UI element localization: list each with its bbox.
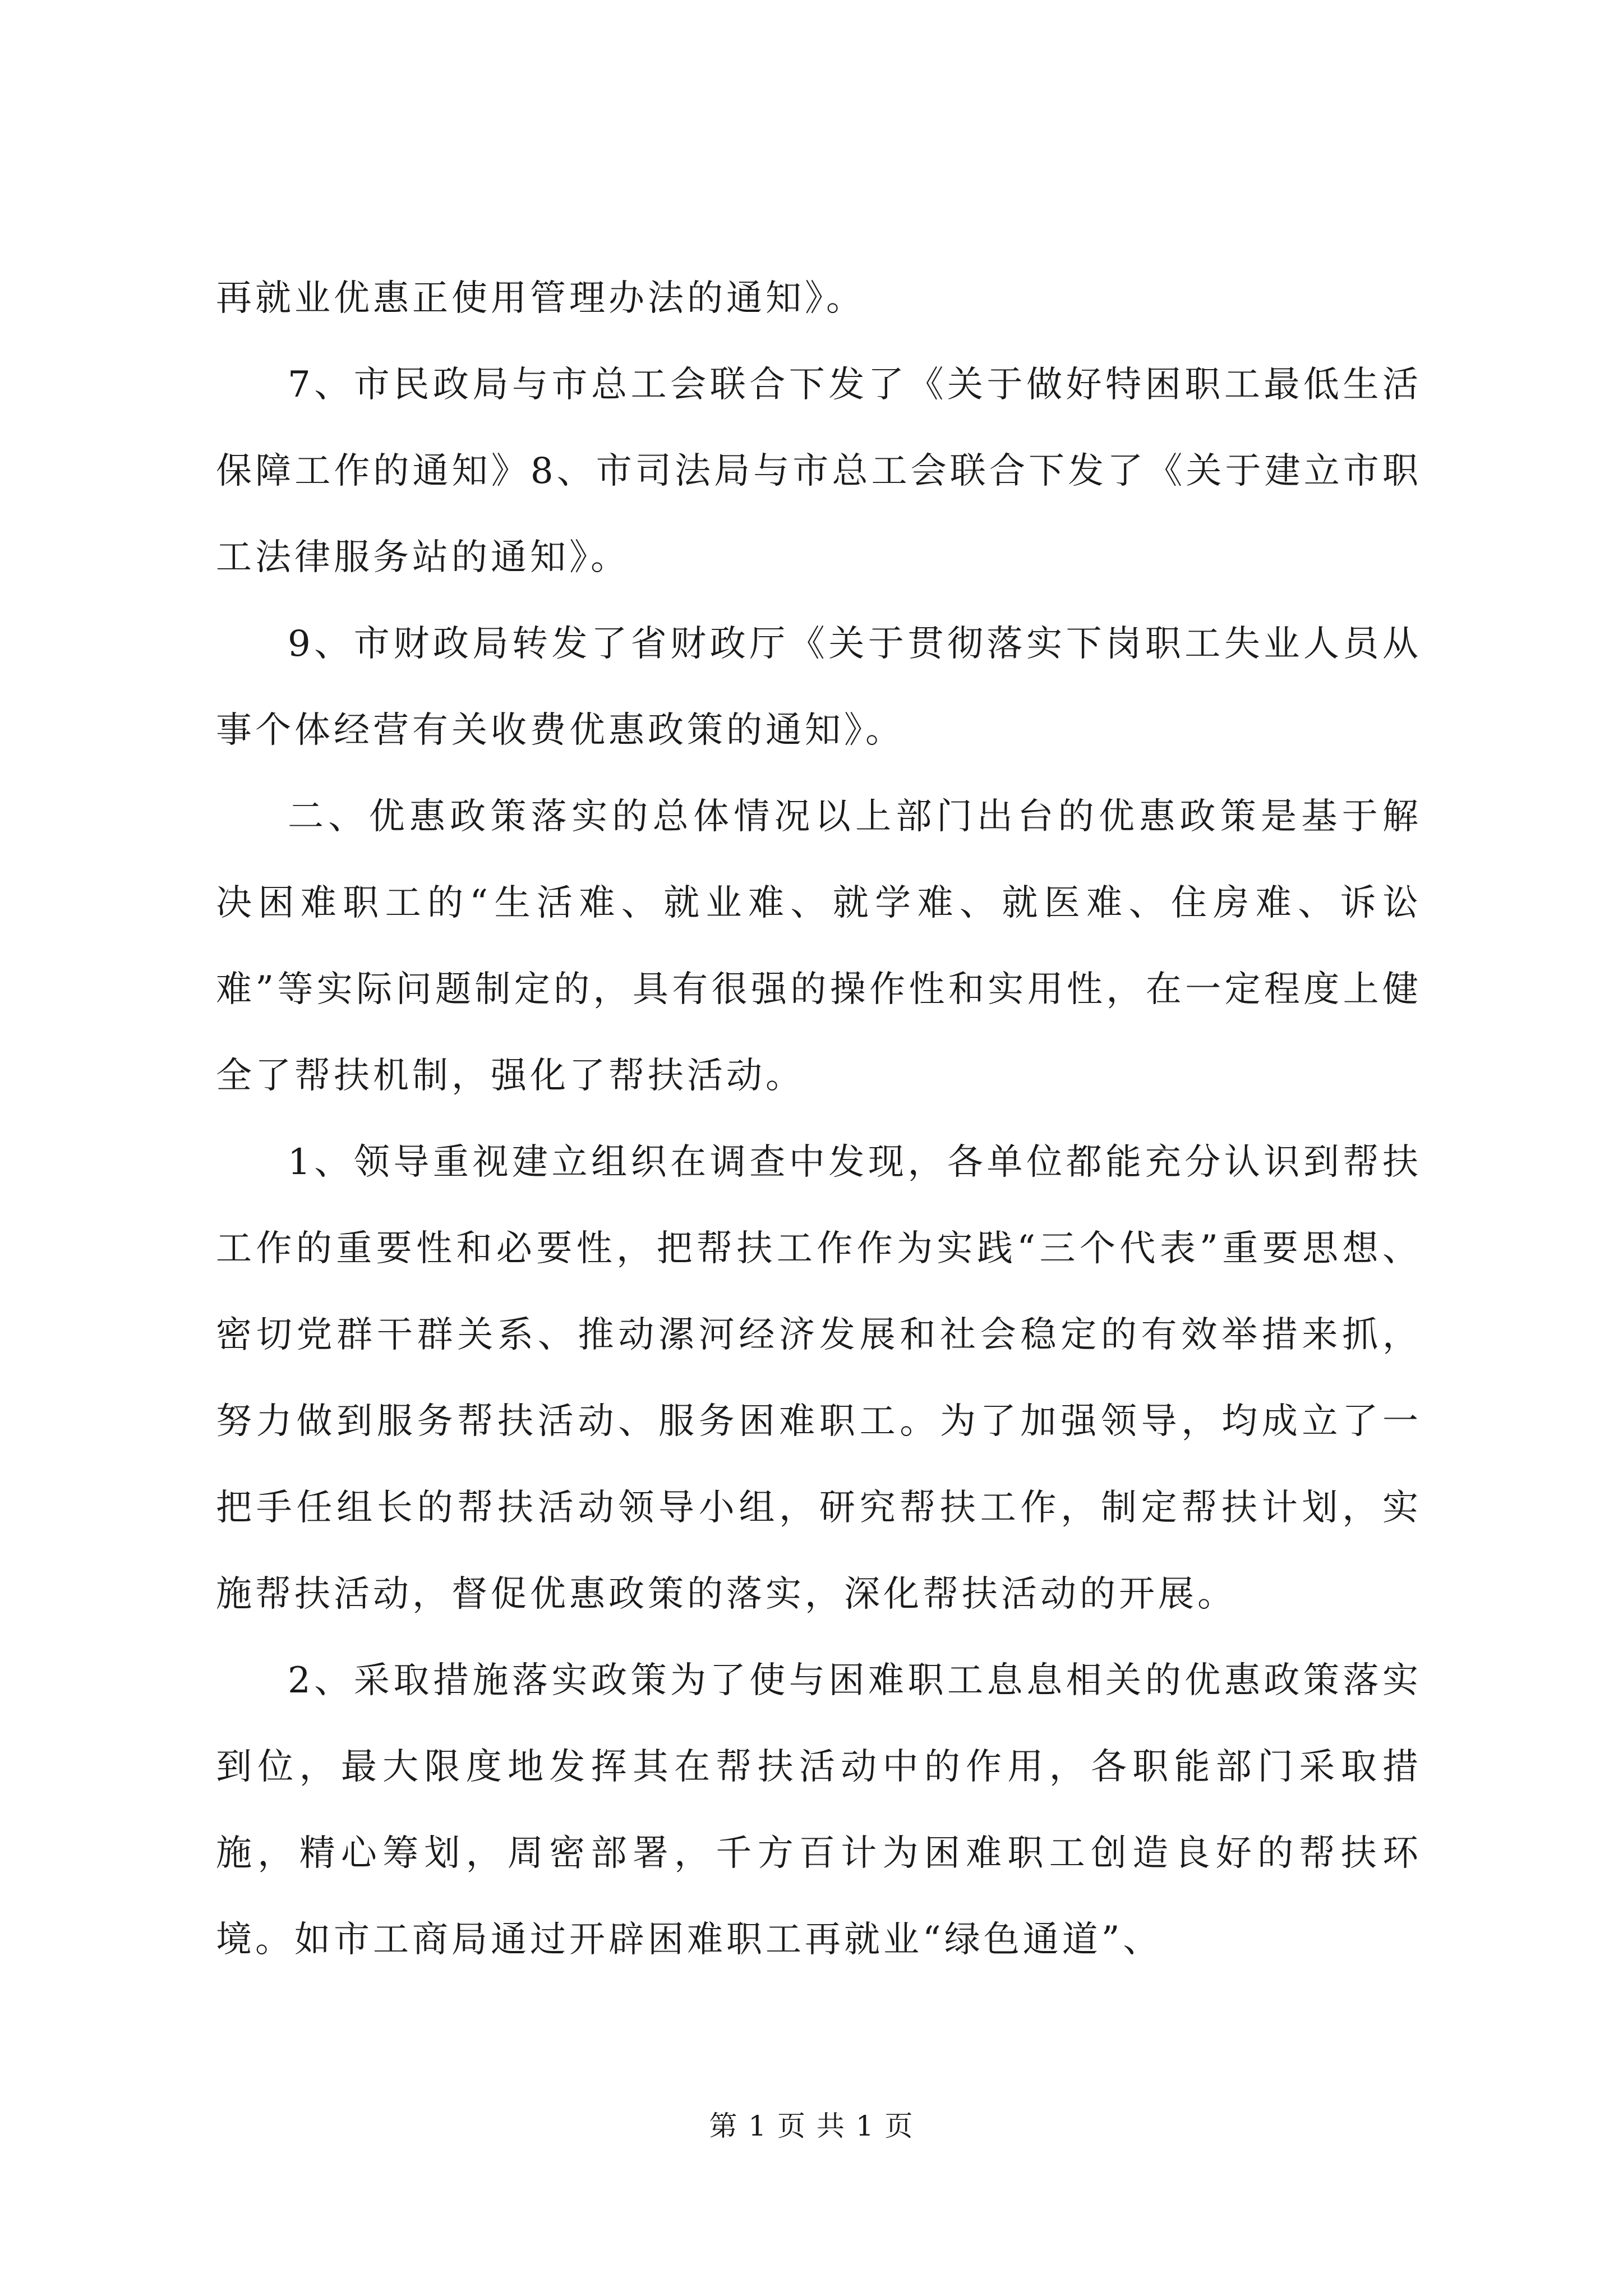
- paragraph-1: 再就业优惠正使用管理办法的通知》。: [216, 278, 865, 319]
- paragraph-3: 9、市财政局转发了省财政厅《关于贯彻落实下岗职工失业人员从事个体经营有关收费优惠政策的通知》。: [216, 623, 1422, 751]
- paragraph-6: 2、采取措施落实政策为了使与困难职工息息相关的优惠政策落实到位，最大限度地发挥其在帮扶活动中的作用，各职能部门采取措施，精心筹划，周密部署，千方百计为困难职工创造良好的帮扶环境。如市工商局通过开辟困难职工再就业“绿色通道”、: [216, 1660, 1422, 1961]
- paragraph-5: 1、领导重视建立组织在调查中发现，各单位都能充分认识到帮扶工作的重要性和必要性，把帮扶工作作为实践“三个代表”重要思想、密切党群干群关系、推动漯河经济发展和社会稳定的有效举措来抓，努力做到服务帮扶活动、服务困难职工。为了加强领导，均成立了一把手任组长的帮扶活动领导小组，研究帮扶工作，制定帮扶计划，实施帮扶活动，督促优惠政策的落实，深化帮扶活动的开展。: [216, 1142, 1422, 1615]
- paragraph-4: 二、优惠政策落实的总体情况以上部门出台的优惠政策是基于解决困难职工的“生活难、就业难、就学难、就医难、住房难、诉讼难”等实际问题制定的，具有很强的操作性和实用性，在一定程度上健全了帮扶机制，强化了帮扶活动。: [216, 796, 1422, 1097]
- paragraph-2: 7、市民政局与市总工会联合下发了《关于做好特困职工最低生活保障工作的通知》8、市司法局与市总工会联合下发了《关于建立市职工法律服务站的通知》。: [216, 364, 1422, 578]
- page-number-footer: 第 1 页 共 1 页: [709, 2110, 914, 2142]
- document-body: [216, 255, 1422, 1983]
